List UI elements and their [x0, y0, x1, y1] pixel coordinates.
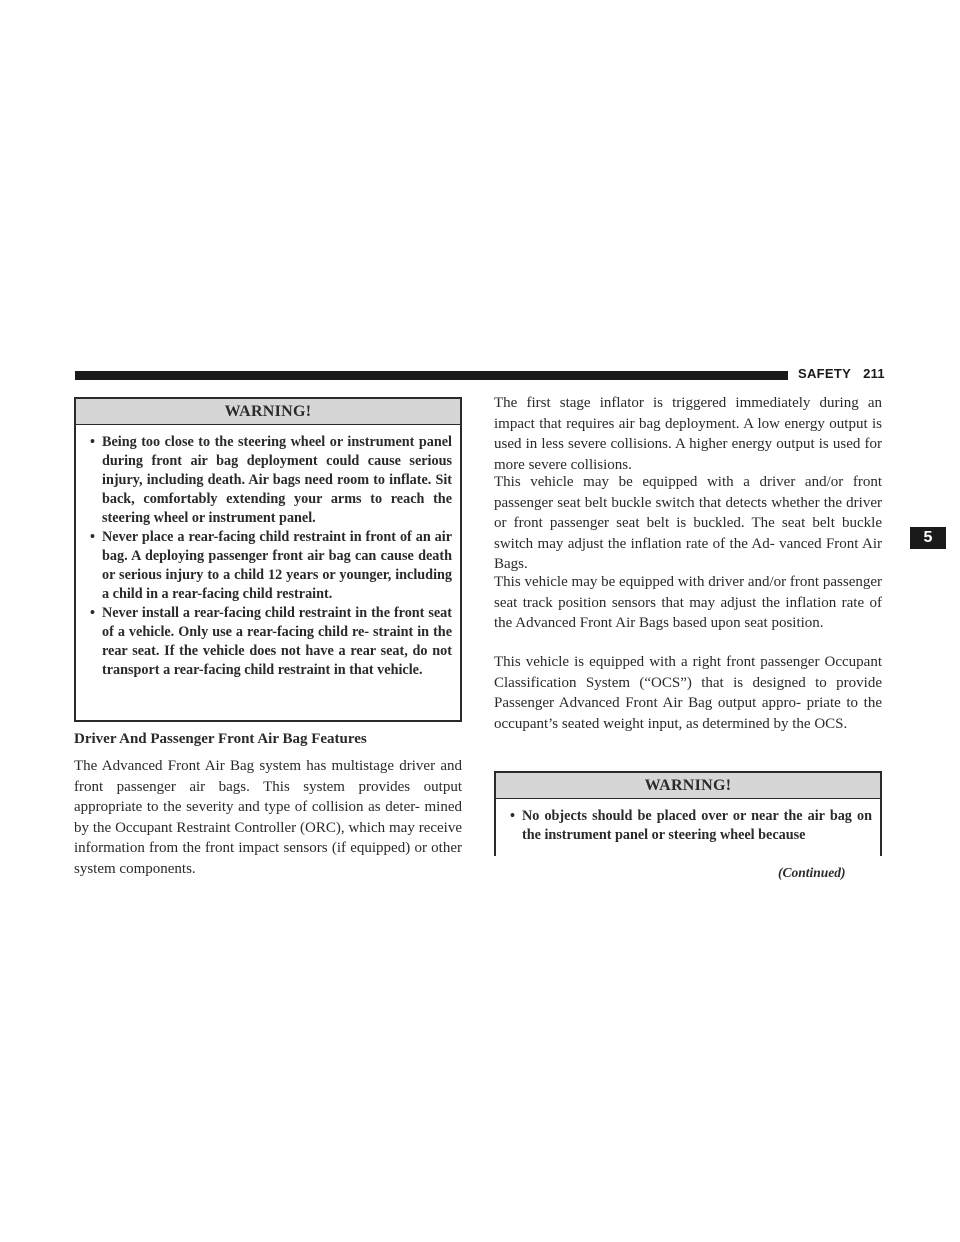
warning-item-text: No objects should be placed over or near the air bag on the instrument panel or steering wheel because — [522, 808, 872, 843]
body-paragraph: The first stage inflator is triggered immediately during an impact that requires air bag deployment. A low energy output is used in less severe collisions. A higher energy output is used for more severe collisions. — [494, 395, 882, 473]
warning-item-text: Never place a rear-facing child restraint in front of an air bag. A deploying passenger front air bag can cause death or serious injury to a child 12 years or younger, including a child in a rear-facing child restraint. — [102, 529, 452, 602]
warning-list — [496, 799, 880, 845]
section-subheading: Driver And Passenger Front Air Bag Features — [74, 731, 367, 747]
bullet-icon: • — [90, 605, 95, 621]
warning-item — [90, 433, 452, 528]
body-paragraph: The Advanced Front Air Bag system has multistage driver and front passenger air bags. This system provides output appropriate to the severity and type of collision as deter- mined by the Occupant Restraint Controller (ORC), which may receive information from the front impact sensors (if equipped) or other system components. — [74, 758, 462, 877]
warning-item — [510, 807, 872, 845]
warning-title: WARNING! — [76, 399, 460, 425]
bullet-icon: • — [510, 808, 515, 824]
continued-label: (Continued) — [778, 865, 846, 880]
page-number: 211 — [863, 366, 885, 381]
warning-list — [76, 425, 460, 688]
bullet-icon: • — [90, 434, 95, 450]
body-paragraph: This vehicle may be equipped with a driver and/or front passenger seat belt buckle switch that detects whether the driver or front passenger seat belt is buckled. The seat belt buckle switch may adjust the inflation rate of the Ad- vanced Front Air Bags. — [494, 474, 882, 572]
warning-item-text: Never install a rear-facing child restraint in the front seat of a vehicle. Only use a rear-facing child re- straint in the rear seat. If the vehicle does not have a rear seat, do not transport a rear-facing child restraint in that vehicle. — [102, 605, 452, 678]
warning-box — [74, 397, 462, 722]
warning-item — [90, 528, 452, 604]
bullet-icon: • — [90, 529, 95, 545]
warning-item — [90, 604, 452, 680]
section-title: SAFETY — [798, 366, 852, 381]
warning-title: WARNING! — [496, 773, 880, 799]
warning-item-text: Being too close to the steering wheel or instrument panel during front air bag deployment could cause serious injury, including death. Air bags need room to inflate. Sit back, comfortably extending your arms to reach the steering wheel or instrument panel. — [102, 434, 452, 526]
body-paragraph: This vehicle may be equipped with driver and/or front passenger seat track position sensors that may adjust the inflation rate of the Advanced Front Air Bags based upon seat position. — [494, 574, 882, 631]
chapter-tab: 5 — [910, 527, 946, 549]
warning-box — [494, 771, 882, 856]
running-header — [798, 366, 885, 381]
body-paragraph: This vehicle is equipped with a right front passenger Occupant Classification System (“OCS”) that is designed to provide Passenger Advanced Front Air Bag output appro- priate to the occupant’s seated weight input, as determined by the OCS. — [494, 654, 882, 732]
header-rule — [75, 371, 788, 380]
